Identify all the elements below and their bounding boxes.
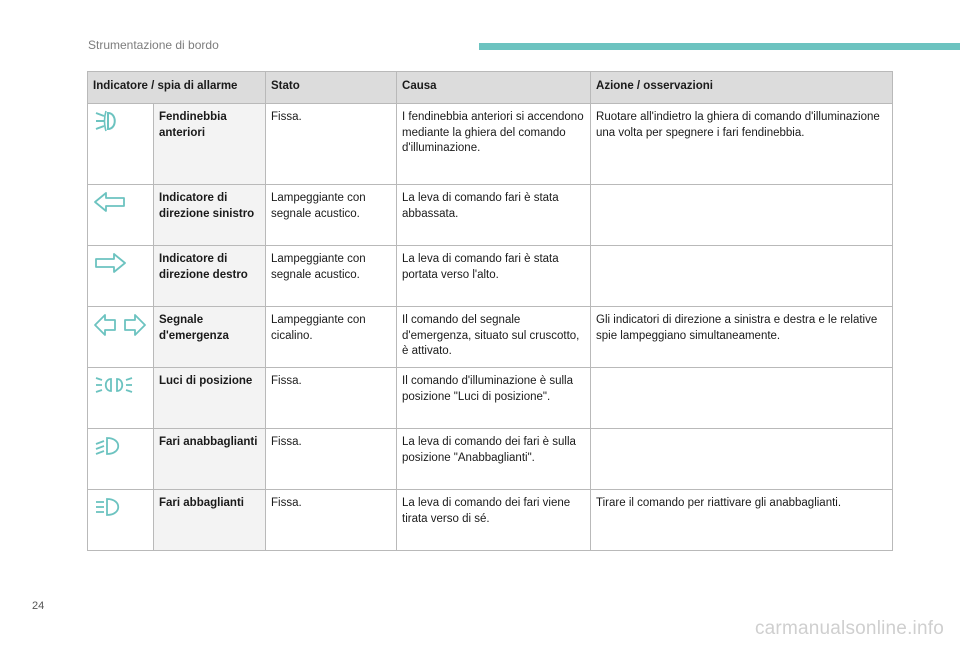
hazard-arrows-icon <box>93 313 147 337</box>
dipped-beam-icon <box>93 435 125 457</box>
cause-cell: Il comando del segnale d'emergenza, situato sul cruscotto, è attivato. <box>397 307 591 368</box>
icon-cell <box>88 368 154 429</box>
header-cause: Causa <box>397 72 591 104</box>
action-cell: Ruotare all'indietro la ghiera di comando d'illuminazione una volta per spegnere i fari fendinebbia. <box>591 104 893 185</box>
action-cell <box>591 246 893 307</box>
indicator-name: Fendinebbia anteriori <box>154 104 266 185</box>
indicator-name: Fari abbaglianti <box>154 490 266 551</box>
state-cell: Fissa. <box>266 490 397 551</box>
cause-cell: La leva di comando fari è stata abbassata. <box>397 185 591 246</box>
table-row <box>88 104 893 185</box>
state-cell: Lampeggiante con cicalino. <box>266 307 397 368</box>
indicator-name: Indicatore di direzione destro <box>154 246 266 307</box>
table-header-row <box>88 72 893 104</box>
icon-cell <box>88 490 154 551</box>
header-action: Azione / osservazioni <box>591 72 893 104</box>
action-cell: Tirare il comando per riattivare gli anabbaglianti. <box>591 490 893 551</box>
warning-lights-table <box>87 71 893 551</box>
watermark-text: carmanualsonline.info <box>754 618 944 639</box>
cause-cell: La leva di comando dei fari viene tirata verso di sé. <box>397 490 591 551</box>
front-fog-lamp-icon <box>93 110 121 132</box>
action-cell <box>591 368 893 429</box>
state-cell: Lampeggiante con segnale acustico. <box>266 185 397 246</box>
state-cell: Fissa. <box>266 429 397 490</box>
cause-cell: Il comando d'illuminazione è sulla posizione "Luci di posizione". <box>397 368 591 429</box>
indicator-name: Indicatore di direzione sinistro <box>154 185 266 246</box>
icon-cell <box>88 429 154 490</box>
header-indicator: Indicatore / spia di allarme <box>88 72 266 104</box>
action-cell <box>591 185 893 246</box>
action-cell: Gli indicatori di direzione a sinistra e destra e le relative spie lampeggiano simultaneamente. <box>591 307 893 368</box>
state-cell: Fissa. <box>266 104 397 185</box>
cause-cell: La leva di comando fari è stata portata verso l'alto. <box>397 246 591 307</box>
indicator-name: Fari anabbaglianti <box>154 429 266 490</box>
right-turn-arrow-icon <box>93 252 127 274</box>
icon-cell <box>88 246 154 307</box>
page-number: 24 <box>32 600 45 612</box>
table-row <box>88 246 893 307</box>
state-cell: Fissa. <box>266 368 397 429</box>
cause-cell: I fendinebbia anteriori si accendono mediante la ghiera del comando d'illuminazione. <box>397 104 591 185</box>
header-state: Stato <box>266 72 397 104</box>
left-turn-arrow-icon <box>93 191 127 213</box>
state-cell: Lampeggiante con segnale acustico. <box>266 246 397 307</box>
icon-cell <box>88 185 154 246</box>
table-row <box>88 490 893 551</box>
icon-cell <box>88 307 154 368</box>
cause-cell: La leva di comando dei fari è sulla posizione "Anabbaglianti". <box>397 429 591 490</box>
indicator-name: Luci di posizione <box>154 368 266 429</box>
main-beam-icon <box>93 496 125 518</box>
action-cell <box>591 429 893 490</box>
icon-cell <box>88 104 154 185</box>
indicator-name: Segnale d'emergenza <box>154 307 266 368</box>
table-row <box>88 307 893 368</box>
table-row <box>88 368 893 429</box>
position-lights-icon <box>93 374 135 396</box>
table-row <box>88 429 893 490</box>
table-row <box>88 185 893 246</box>
section-title: Strumentazione di bordo <box>88 38 219 52</box>
header-accent-bar <box>479 43 960 50</box>
